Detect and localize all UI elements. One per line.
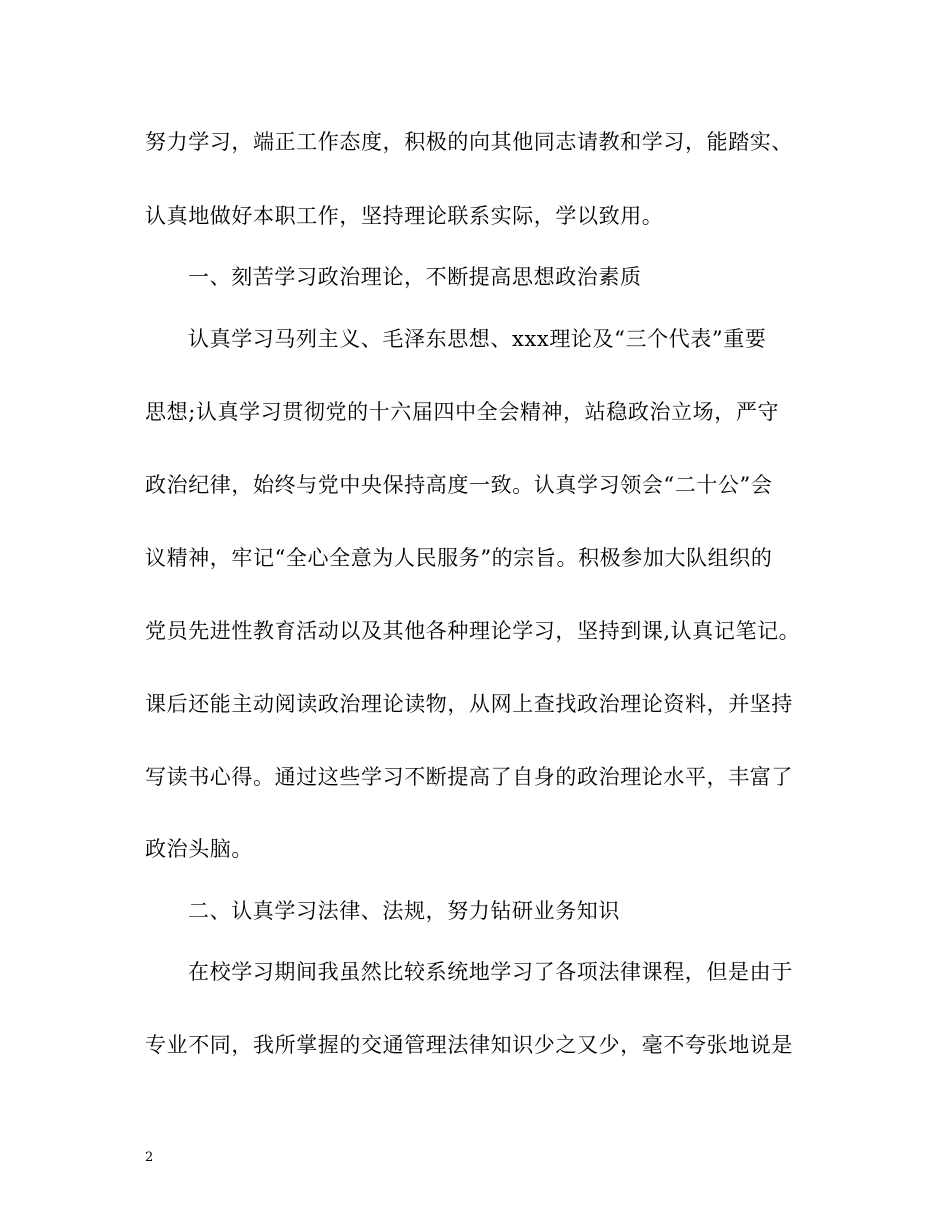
paragraph-first-line: 认真学习马列主义、毛泽东思想、xxx理论及“三个代表”重要 [188, 327, 767, 351]
body-text-line: 努力学习，端正工作态度，积极的向其他同志请教和学习，能踏实、 [145, 130, 793, 154]
body-text-line: 专业不同，我所掌握的交通管理法律知识少之又少，毫不夸张地说是 [145, 1033, 793, 1057]
paragraph-first-line: 在校学习期间我虽然比较系统地学习了各项法律课程，但是由于 [188, 960, 793, 984]
body-text-line: 议精神，牢记“全心全意为人民服务”的宗旨。积极参加大队组织的 [145, 546, 773, 570]
body-text-line: 写读书心得。通过这些学习不断提高了自身的政治理论水平，丰富了 [145, 765, 793, 789]
body-text-line: 党员先进性教育活动以及其他各种理论学习，坚持到课,认真记笔记。 [145, 619, 801, 643]
section-heading: 二、认真学习法律、法规，努力钻研业务知识 [188, 899, 620, 923]
body-text-line: 思想;认真学习贯彻党的十六届四中全会精神，站稳政治立场，严守 [145, 400, 780, 424]
body-text-line: 认真地做好本职工作，坚持理论联系实际，学以致用。 [145, 204, 664, 228]
body-text-line: 政治纪律，始终与党中央保持高度一致。认真学习领会“二十公”会 [145, 473, 773, 497]
page-number: 2 [145, 1150, 154, 1165]
body-text-line: 政治头脑。 [145, 837, 253, 861]
section-heading: 一、刻苦学习政治理论，不断提高思想政治素质 [188, 265, 642, 289]
body-text-line: 课后还能主动阅读政治理论读物，从网上查找政治理论资料，并坚持 [145, 692, 793, 716]
